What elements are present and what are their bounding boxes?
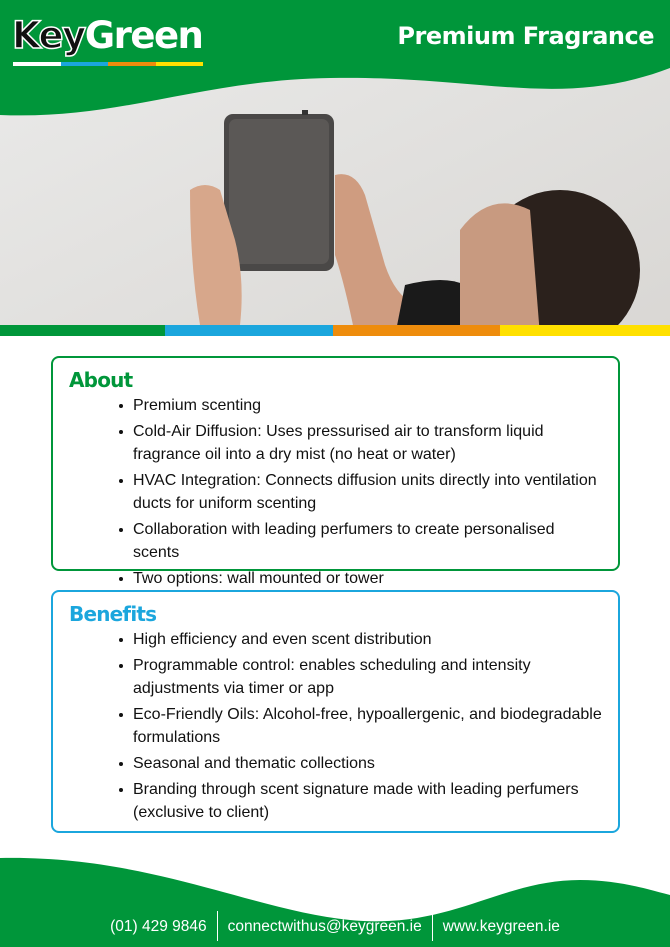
benefits-list: [117, 628, 604, 824]
email-link[interactable]: connectwithus@keygreen.ie: [227, 918, 422, 935]
about-section: [51, 356, 620, 587]
list-item: Seasonal and thematic collections: [117, 752, 604, 775]
benefits-heading: Benefits: [69, 602, 157, 626]
list-item: Two options: wall mounted or tower: [117, 567, 604, 590]
list-item: High efficiency and even scent distribution: [117, 628, 604, 651]
keygreen-logo: KeyGreen: [12, 14, 203, 57]
list-item: Eco-Friendly Oils: Alcohol-free, hypoallergenic, and biodegradable formulations: [117, 703, 604, 749]
list-item: Branding through scent signature made with leading perfumers (exclusive to client): [117, 778, 604, 824]
phone-number[interactable]: (01) 429 9846: [110, 918, 207, 935]
logo-color-bar: [13, 62, 203, 66]
list-item: Programmable control: enables scheduling and intensity adjustments via timer or app: [117, 654, 604, 700]
website-link[interactable]: www.keygreen.ie: [442, 918, 560, 935]
benefits-section: [51, 590, 620, 833]
list-item: Cold-Air Diffusion: Uses pressurised air to transform liquid fragrance oil into a dry mist (no heat or water): [117, 420, 604, 466]
list-item: Premium scenting: [117, 394, 604, 417]
page-title: Premium Fragrance: [397, 22, 654, 50]
about-list: [117, 394, 604, 590]
footer-contacts: [0, 912, 670, 942]
list-item: HVAC Integration: Connects diffusion units directly into ventilation ducts for uniform scenting: [117, 469, 604, 515]
hero-banner: [0, 0, 670, 336]
about-heading: About: [69, 368, 133, 392]
color-stripe: [0, 325, 670, 336]
list-item: Collaboration with leading perfumers to create personalised scents: [117, 518, 604, 564]
